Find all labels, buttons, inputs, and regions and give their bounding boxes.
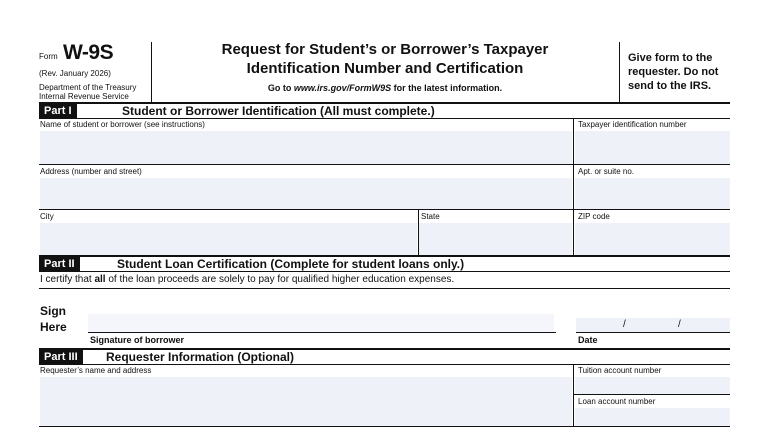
city-label: City — [40, 212, 54, 221]
requester-field[interactable] — [40, 377, 572, 426]
cert-bold: all — [94, 274, 106, 285]
part1-tag: Part I — [39, 104, 77, 118]
form-number: W-9S — [63, 41, 114, 64]
part2-tag: Part II — [39, 257, 80, 271]
goto-suffix: for the latest information. — [391, 83, 503, 93]
address-label: Address (number and street) — [40, 167, 142, 176]
zip-label: ZIP code — [578, 212, 610, 221]
form-title-line-1: Request for Student’s or Borrower’s Taxpayer — [221, 41, 549, 58]
date-sep-2: / — [678, 319, 681, 330]
part3-tag: Part III — [39, 350, 83, 364]
part3-title: Requester Information (Optional) — [106, 350, 295, 364]
requester-label: Requester’s name and address — [40, 366, 152, 375]
city-field[interactable] — [40, 223, 417, 255]
notice-line-1: Give form to the — [628, 52, 713, 64]
state-label: State — [421, 212, 440, 221]
date-line — [576, 332, 730, 333]
loan-field[interactable] — [575, 408, 730, 426]
goto-instruction — [151, 83, 619, 93]
form-title-block — [151, 38, 619, 100]
certification-text — [40, 274, 454, 285]
agency-line-2: Internal Revenue Service — [39, 92, 129, 101]
loan-label: Loan account number — [578, 397, 656, 406]
header-notice — [628, 51, 718, 93]
part1-col-divider — [573, 118, 574, 256]
form-prefix: Form — [39, 52, 58, 61]
part3-title-rule — [39, 364, 730, 365]
apt-field[interactable] — [575, 178, 730, 209]
agency-line-1: Department of the Treasury — [39, 83, 137, 92]
notice-line-3: send to the IRS. — [628, 80, 712, 92]
name-field[interactable] — [40, 131, 572, 164]
form-title-line-2: Identification Number and Certification — [246, 60, 524, 77]
part2-title: Student Loan Certification (Complete for student loans only.) — [117, 257, 465, 271]
form-bottom-rule — [39, 426, 730, 427]
part2-title-rule — [39, 271, 730, 272]
row2-rule — [39, 209, 730, 210]
part1-title: Student or Borrower Identification (All must complete.) — [122, 104, 435, 118]
date-sep-1: / — [623, 319, 626, 330]
tin-label: Taxpayer identification number — [578, 120, 687, 129]
goto-prefix: Go to — [267, 83, 294, 93]
notice-line-2: requester. Do not — [628, 66, 719, 78]
cert-suffix: of the loan proceeds are solely to pay for qualified higher education expenses. — [105, 274, 455, 285]
form-id-block — [39, 38, 151, 100]
tuition-field[interactable] — [575, 377, 730, 394]
date-label: Date — [578, 335, 598, 345]
signature-field[interactable] — [88, 314, 554, 332]
part1-title-rule — [39, 118, 730, 119]
signature-line — [88, 332, 556, 333]
city-state-divider — [418, 209, 419, 256]
part3-col-divider — [573, 364, 574, 427]
date-field[interactable] — [576, 318, 730, 332]
apt-label: Apt. or suite no. — [578, 167, 635, 176]
form-revision: (Rev. January 2026) — [39, 69, 111, 78]
row1-rule — [39, 164, 730, 165]
cert-prefix: I certify that — [40, 274, 95, 285]
state-field[interactable] — [419, 223, 572, 255]
zip-field[interactable] — [575, 223, 730, 255]
header-divider-right — [619, 42, 620, 103]
sign-line-2: Here — [40, 320, 67, 334]
goto-url[interactable]: www.irs.gov/FormW9S — [293, 83, 392, 93]
signature-label: Signature of borrower — [90, 335, 185, 345]
tuition-label: Tuition account number — [578, 366, 662, 375]
tin-field[interactable] — [575, 131, 730, 164]
cert-rule — [39, 288, 730, 289]
sign-line-1: Sign — [40, 304, 66, 318]
tuition-rule — [573, 394, 730, 395]
address-field[interactable] — [40, 178, 572, 209]
name-label: Name of student or borrower (see instructions) — [40, 120, 205, 129]
sign-here — [40, 303, 67, 335]
